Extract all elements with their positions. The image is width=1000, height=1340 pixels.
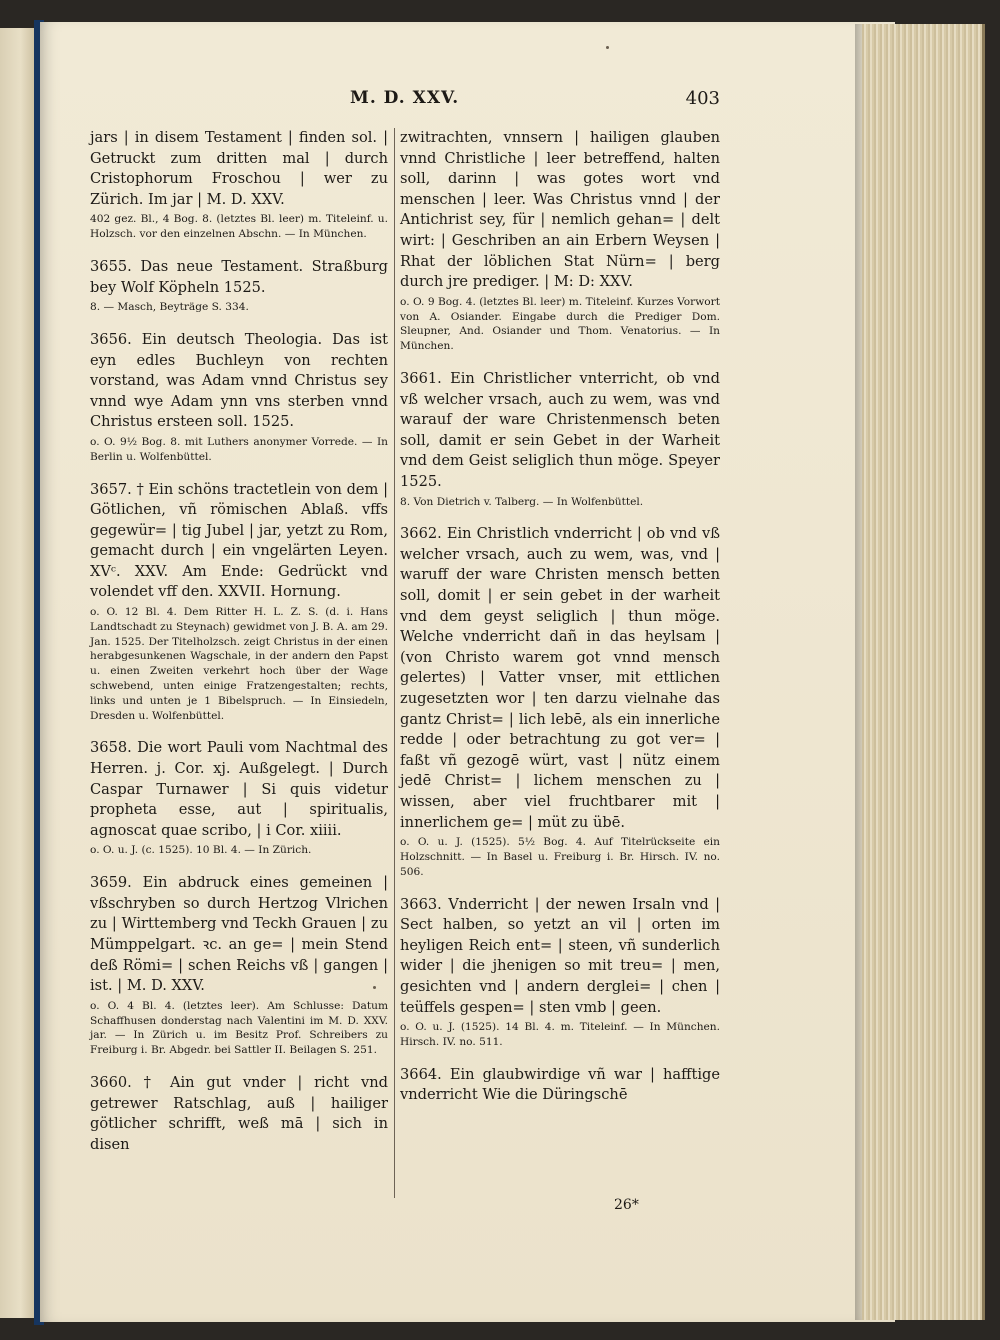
entry-note: o. O. u. J. (c. 1525). 10 Bl. 4. — In Zürich. bbox=[90, 844, 312, 857]
entry-title: 3663. Vnderricht | der newen Irsaln vnd | Sect halben, so yetzt an vil | orten im heyligen Reich ent= | steen, vñ sunderlich wider | die jhenigen so mit treu= | men, gesichten vnd | andern derglei= | chen | teüffels gespen= | sten vmb | geen. bbox=[400, 895, 720, 1016]
right-column bbox=[400, 128, 720, 1121]
entry-3661 bbox=[400, 369, 720, 509]
entry-3660-continued bbox=[400, 128, 720, 354]
entry-title: jars | in disem Testament | finden sol. | Getruckt zum dritten mal | durch Cristophorum Froschou | wer zu Zürich. Im jar | M. D. XXV. bbox=[90, 129, 388, 208]
entry-3659 bbox=[90, 873, 388, 1058]
entry-3654-continued bbox=[90, 128, 388, 242]
entry-title: 3660. † Ain gut vnder | richt vnd getrewer Ratschlag, auß | hailiger götlicher schrifft, weß mā | sich in disen bbox=[90, 1073, 388, 1153]
entry-title: 3661. Ein Christlicher vnterricht, ob vnd vß welcher vrsach, auch zu wem, was vnd warauf der ware Christenmensch beten soll, damit er sein Gebet in der Warheit vnd dem Geist seliglich thun möge. Speyer 1525. bbox=[400, 369, 720, 490]
entry-3657 bbox=[90, 480, 388, 724]
paper-speck bbox=[373, 986, 376, 989]
entry-3660 bbox=[90, 1073, 388, 1155]
running-head: M. D. XXV. bbox=[350, 88, 460, 108]
entry-title: zwitrachten, vnnsern | hailigen glauben vnnd Christliche | leer betreffend, halten soll, darinn | was gotes wort vnd menschen | leer. Was Christus vnnd | der Antichrist sey, für | nemlich gehan= | delt wirt: | Geschriben an ain Erbern Weysen | Rhat der löblichen Stat Nürn= | berg durch jre prediger. | M: D: XXV. bbox=[400, 129, 720, 291]
paper-speck bbox=[606, 46, 609, 49]
entry-note: o. O. u. J. (1525). 5½ Bog. 4. Auf Titelrückseite ein Holzschnitt. — In Basel u. Freiburg i. Br. Hirsch. IV. no. 506. bbox=[400, 836, 720, 878]
page-header bbox=[80, 88, 720, 118]
entry-3664 bbox=[400, 1065, 720, 1106]
entry-note: o. O. 9½ Bog. 8. mit Luthers anonymer Vorrede. — In Berlin u. Wolfenbüttel. bbox=[90, 435, 388, 463]
page-number: 403 bbox=[685, 88, 720, 109]
entry-3655 bbox=[90, 257, 388, 315]
entry-title: 3662. Ein Christlich vnderricht | ob vnd vß welcher vrsach, auch zu wem, was, vnd | waruff der ware Christen mensch betten soll, domit | er sein gebet in der warheit vnd dem geyst seliglich | thun möge. Welche vnderricht dañ in das heylsam | (von Christo warem got vnnd mensch gelertes) | Vatter vnser, mit ettlichen zugesetzten wor | ten darzu vielnahe das gantz Christ= | lich lebē, als ein innerliche redde | oder betrachtung zu got ver= | faßt vñ gezogē würt, vast | nütz einem jedē Christ= | lichem menschen zu | wissen, aber viel fruchtbarer mit | innerlichem ge= | müt zu übē. bbox=[400, 525, 720, 831]
entry-title: 3658. Die wort Pauli vom Nachtmal des Herren. j. Cor. xj. Außgelegt. | Durch Caspar Turnawer | Si quis videtur propheta esse, aut | spiritualis, agnoscat quae scribo, | i Cor. xiiii. bbox=[90, 739, 388, 839]
page-block-edges bbox=[862, 24, 985, 1320]
entry-3663 bbox=[400, 895, 720, 1050]
entry-3658 bbox=[90, 738, 388, 858]
entry-title: 3664. Ein glaubwirdige vñ war | hafftige vnderricht Wie die Düringschē bbox=[400, 1065, 720, 1104]
entry-3656 bbox=[90, 330, 388, 465]
entry-title: 3659. Ein abdruck eines gemeinen | vßschryben so durch Hertzog Vlrichen zu | Wirttemberg vnd Teckh Grauen | zu Mümppelgart. ꝛc. an ge= | mein Stend deß Römi= | schen Reichs vß | gangen | ist. | M. D. XXV. bbox=[90, 874, 388, 995]
entry-note: 8. Von Dietrich v. Talberg. — In Wolfenbüttel. bbox=[400, 495, 644, 508]
entry-note: o. O. 9 Bog. 4. (letztes Bl. leer) m. Titeleinf. Kurzes Vorwort von A. Osiander. Eingabe durch die Prediger Dom. Sleupner, And. Osiander und Thom. Venatorius. — In München. bbox=[400, 295, 720, 353]
column-rule bbox=[394, 128, 395, 1198]
entry-note: o. O. u. J. (1525). 14 Bl. 4. m. Titeleinf. — In München. Hirsch. IV. no. 511. bbox=[400, 1021, 720, 1048]
left-column bbox=[90, 128, 388, 1170]
entry-note: o. O. 4 Bl. 4. (letztes leer). Am Schlusse: Datum Schaffhusen donderstag nach Valentini im M. D. XXV. jar. — In Zürich u. im Besitz Prof. Schreibers zu Freiburg i. Br. Abgedr. bei Sattler II. Beilagen S. 251. bbox=[90, 999, 388, 1057]
facing-page-edge bbox=[0, 28, 36, 1318]
entry-note: 8. — Masch, Beyträge S. 334. bbox=[90, 301, 249, 314]
signature-mark: 26* bbox=[614, 1197, 639, 1213]
entry-title: 3655. Das neue Testament. Straßburg bey Wolf Köpheln 1525. bbox=[90, 257, 388, 296]
entry-title: 3657. † Ein schöns tractetlein von dem | Götlichen, vñ römischen Ablaß. vffs gegewür= | tig Jubel | jar, yetzt zu Rom, gemacht durch | ein vngelärten Leyen. XVᶜ. XXV. Am Ende: Gedrückt vnd volendet vff den. XXVII. Hornung. bbox=[90, 480, 388, 601]
entry-title: 3656. Ein deutsch Theologia. Das ist eyn edles Buchleyn von rechten vorstand, was Adam vnnd Christus sey vnnd wye Adam ynn vns sterben vnnd Christus ersteen soll. 1525. bbox=[90, 330, 388, 431]
entry-note: o. O. 12 Bl. 4. Dem Ritter H. L. Z. S. (d. i. Hans Landtschadt zu Steynach) gewidmet von J. B. A. am 29. Jan. 1525. Der Titelholzsch. zeigt Christus in der einen herabgesunkenen Wagschale, in der andern den Papst u. einen Zweiten verkehrt hoch über der Wage schwebend, unten einige Fratzengestalten; rechts, links und unten je 1 Bibelspruch. — In Einsiedeln, Dresden u. Wolfenbüttel. bbox=[90, 606, 388, 722]
entry-3662 bbox=[400, 524, 720, 879]
entry-note: 402 gez. Bl., 4 Bog. 8. (letztes Bl. leer) m. Titeleinf. u. Holzsch. vor den einzelnen Abschn. — In München. bbox=[90, 213, 388, 241]
